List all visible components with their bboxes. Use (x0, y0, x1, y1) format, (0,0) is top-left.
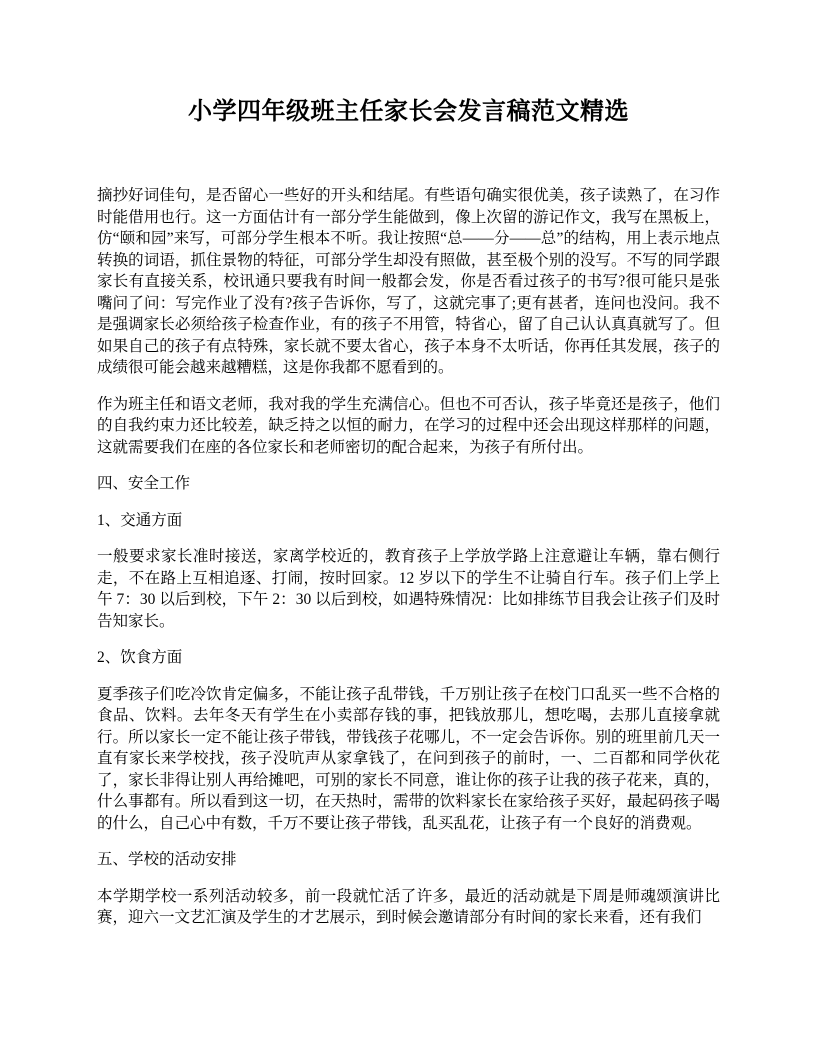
paragraph-traffic: 一般要求家长准时接送，家离学校近的，教育孩子上学放学路上注意避让车辆，靠右侧行走，不在路上互相追逐、打闹，按时回家。12 岁以下的学生不让骑自行车。孩子们上学上午 7：30 以后到校，下午 2：30 以后到校，如遇特殊情况：比如排练节目我会让孩子们及时告知家长。 (97, 548, 720, 630)
paragraph-teacher-confidence: 作为班主任和语文老师，我对我的学生充满信心。但也不可否认，孩子毕竟还是孩子，他们的自我约束力还比较差，缺乏持之以恒的耐力，在学习的过程中还会出现这样那样的问题，这就需要我们在座的各位家长和老师密切的配合起来，为孩子有所付出。 (97, 395, 720, 456)
document-title: 小学四年级班主任家长会发言稿范文精选 (188, 99, 629, 125)
paragraph-diet: 夏季孩子们吃冷饮肯定偏多，不能让孩子乱带钱，千万别让孩子在校门口乱买一些不合格的食品、饮料。去年冬天有学生在小卖部存钱的事，把钱放那儿，想吃喝，去那儿直接拿就行。所以家长一定不能让孩子带钱，带钱孩子花哪儿，不一定会告诉你。别的班里前几天一直有家长来学校找，孩子没吭声从家拿钱了，在问到孩子的前时，一、二百都和同学伙花了，家长非得让别人再给摊吧，可别的家长不同意，谁让你的孩子让我的孩子花来，真的，什么事都有。所以看到这一切，在天热时，需带的饮料家长在家给孩子买好，最起码孩子喝的什么，自己心中有数，千万不要让孩子带钱，乱买乱花，让孩子有一个良好的消费观。 (97, 685, 720, 832)
paragraph-summary-writing: 摘抄好词佳句，是否留心一些好的开头和结尾。有些语句确实很优美，孩子读熟了，在习作时能借用也行。这一方面估计有一部分学生能做到，像上次留的游记作文，我写在黑板上，仿“颐和园”来写，可部分学生根本不听。我让按照“总——分——总”的结构，用上表示地点转换的词语，抓住景物的特征，可部分学生却没有照做，甚至极个别的没写。不写的同学跟家长有直接关系，校讯通只要我有时间一般都会发，你是否看过孩子的书写?很可能只是张嘴问了问：写完作业了没有?孩子告诉你，写了，这就完事了;更有甚者，连问也没问。我不是强调家长必须给孩子检查作业，有的孩子不用管，特省心，留了自己认认真真就写了。但如果自己的孩子有点特殊，家长就不要太省心，孩子本身不太听话，你再任其发展，孩子的成绩很可能会越来越糟糕，这是你我都不愿看到的。 (97, 187, 720, 376)
paragraph-school-activities: 本学期学校一系列活动较多，前一段就忙活了许多，最近的活动就是下周是师魂颂演讲比赛，迎六一文艺汇演及学生的才艺展示，到时候会邀请部分有时间的家长来看，还有我们 (97, 887, 720, 926)
heading-traffic: 1、交通方面 (97, 511, 183, 529)
heading-safety-work: 四、安全工作 (97, 475, 191, 492)
heading-school-activities: 五、学校的活动安排 (97, 851, 237, 868)
heading-diet: 2、饮食方面 (97, 649, 183, 666)
